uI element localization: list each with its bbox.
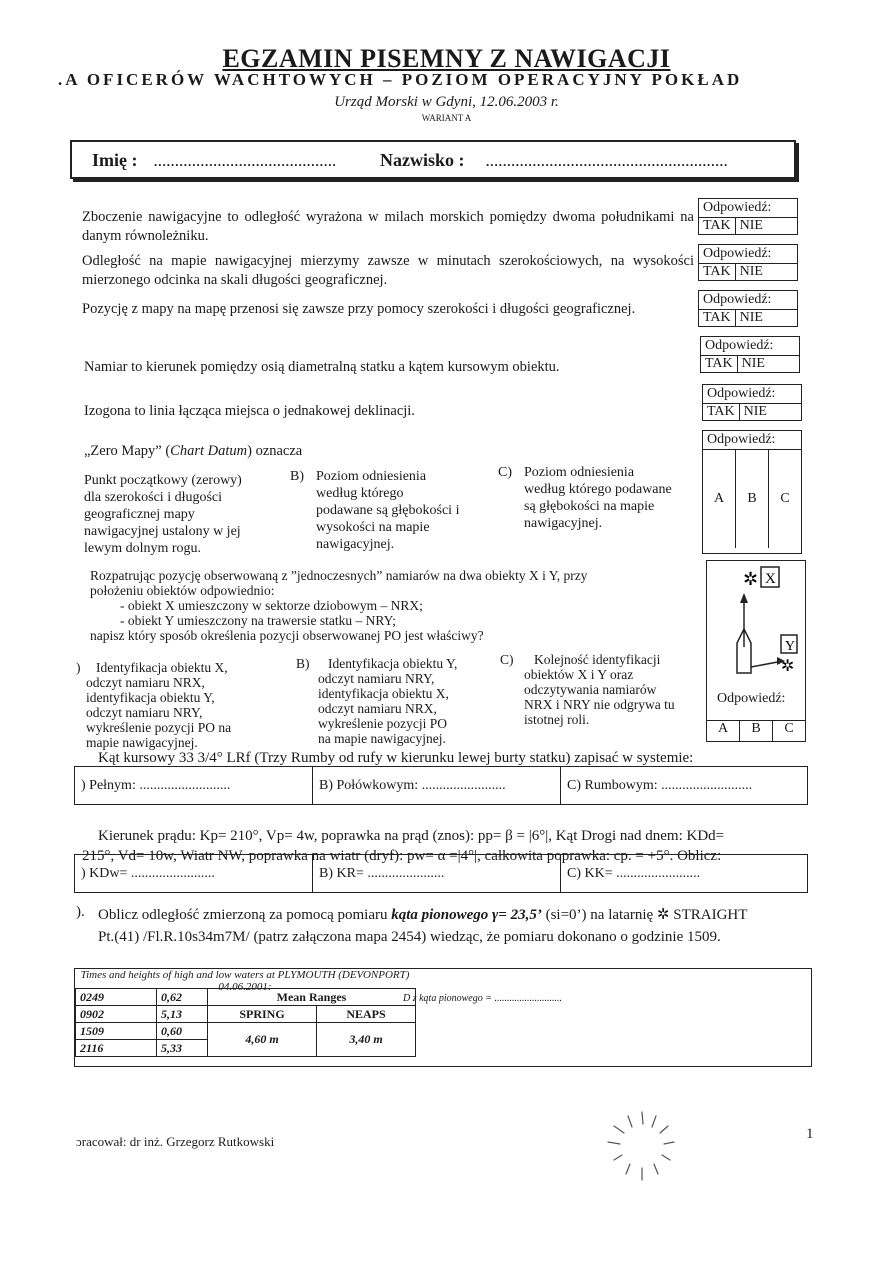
question-2: Odległość na mapie nawigacyjnej mierzymy zawsze w minutach szerokościowych, na wysokości mierzonego odcinka na skali długości geograficznej. xyxy=(82,253,694,288)
exam-variant: WARIANT A xyxy=(421,113,472,123)
question-3: Pozycję z mapy na mapę przenosi się zawsze przy pomocy szerokości i długości geograficznej. xyxy=(82,301,636,317)
answer-a[interactable]: A xyxy=(717,721,729,736)
last-name-label: Nazwisko : xyxy=(380,150,465,170)
exam-title: EGZAMIN PISEMNY Z NAWIGACJI xyxy=(222,44,671,73)
answer-yes[interactable]: TAK xyxy=(703,264,731,279)
question-7-option-a[interactable]: Identyfikacja obiektu X, odczyt namiaru NRX, identyfikacja obiektu Y, odczyt namiaru NRY, wykreślenie pozycji PO na mapie nawigacyjnej. xyxy=(86,660,232,750)
answer-box-2 xyxy=(698,244,798,281)
answer-half[interactable]: B) Połówkowym: ........................ xyxy=(313,767,561,805)
tide-height: 5,13 xyxy=(157,1006,208,1023)
name-box xyxy=(70,140,796,179)
question-7-option-b[interactable]: Identyfikacja obiektu Y, odczyt namiaru NRY, identyfikacja obiektu X, odczyt namiaru NRX, wykreślenie pozycji PO na mapie nawigacyjnej. xyxy=(318,656,458,746)
object-y-label: Y xyxy=(785,639,796,654)
tide-time: 2116 xyxy=(76,1040,157,1057)
tide-height: 5,33 xyxy=(157,1040,208,1057)
answer-no[interactable]: NIE xyxy=(739,404,771,420)
answer-c[interactable]: C xyxy=(768,450,801,548)
neaps-header: NEAPS xyxy=(317,1006,416,1023)
answer-box-3 xyxy=(698,290,798,327)
page-number: 1 xyxy=(806,1126,814,1142)
question-7-figure-box xyxy=(706,560,806,742)
answer-box-1 xyxy=(698,198,798,235)
question-5: Izogona to linia łącząca miejsca o jednakowej deklinacji. xyxy=(84,403,415,419)
answer-b[interactable]: B xyxy=(739,721,772,741)
question-6-stem: „Zero Mapy” (Chart Datum) oznacza xyxy=(84,443,303,459)
answer-no[interactable]: NIE xyxy=(735,218,767,234)
question-6-option-b[interactable]: Poziom odniesienia według którego podawane są głębokości i wysokości na mapie nawigacyjnej. xyxy=(316,469,460,552)
question-7-option-c[interactable]: Kolejność identyfikacji obiektów X i Y oraz odczytywania namiarów NRX i NRY nie odgrywa tu istotnej roli. xyxy=(524,652,675,727)
question-7-option-c-label: C) xyxy=(500,652,514,667)
spring-value: 4,60 m xyxy=(208,1023,317,1057)
answer-rumb[interactable]: C) Rumbowym: .......................... xyxy=(561,767,808,805)
question-7-option-b-label: B) xyxy=(296,656,310,671)
question-8-answers xyxy=(74,766,808,805)
question-6-option-b-label: B) xyxy=(290,469,304,484)
question-6-option-c-label: C) xyxy=(498,465,512,480)
lighthouse-y-icon: ✲ xyxy=(781,656,795,675)
question-9-stem: Kierunek prądu: Kp= 210°, Vp= 4w, poprawka na prąd (znos): pp= β = |6°|, Kąt Drogi nad dnem: KDd= 215°, Vd= 10w, Wiatr NW, poprawka na wiatr (dryf): pw= α =|4°|, całkowita poprawka: cp. = +5°. Oblicz: xyxy=(82,828,725,864)
tide-table-box xyxy=(74,968,812,1067)
tide-height: 0,60 xyxy=(157,1023,208,1040)
answer-no[interactable]: NIE xyxy=(737,356,769,372)
object-x-label: X xyxy=(765,571,776,587)
neaps-value: 3,40 m xyxy=(317,1023,416,1057)
answer-kk[interactable]: C) KK= ........................ xyxy=(561,855,808,893)
question-4: Namiar to kierunek pomiędzy osią diametralną statku a kątem kursowym obiektu. xyxy=(84,359,560,375)
answer-no[interactable]: NIE xyxy=(735,264,767,280)
answer-yes[interactable]: TAK xyxy=(707,404,735,419)
lighthouse-x-icon: ✲ xyxy=(743,569,759,590)
answer-header: Odpowiedź: xyxy=(703,200,772,215)
mean-ranges-header: Mean Ranges xyxy=(208,989,416,1006)
exam-place-date: Urząd Morski w Gdyni, 12.06.2003 r. xyxy=(334,94,559,110)
question-7-option-a-label: ) xyxy=(76,660,81,675)
tide-time: 0249 xyxy=(76,989,157,1006)
question-1: Zboczenie nawigacyjne to odległość wyrażona w milach morskich pomiędzy dwoma południkami na danym równoleżniku. xyxy=(82,209,694,244)
first-name-field[interactable]: ........................................... xyxy=(154,154,337,169)
official-stamp-mark xyxy=(596,1102,688,1194)
tide-time: 0902 xyxy=(76,1006,157,1023)
answer-header: Odpowiedź: xyxy=(703,246,772,261)
question-10-stem: Oblicz odległość zmierzoną za pomocą pomiaru kąta pionowego γ= 23,5’ (si=0’) na latarnię ✲ STRAIGHT Pt.(41) /Fl.R.10s34m7M/ (patrz załączona mapa 2454) wiedząc, że pomiaru dokonano o godzinie 1509. xyxy=(98,907,748,945)
question-6-option-c[interactable]: Poziom odniesienia według którego podawane są głębokości na mapie nawigacyjnej. xyxy=(524,465,672,531)
answer-header: Odpowiedź: xyxy=(707,432,776,447)
question-8-stem: Kąt kursowy 33 3/4° LRf (Trzy Rumby od rufy w kierunku lewej burty statku) zapisać w systemie: xyxy=(98,750,694,766)
answer-box-4 xyxy=(700,336,800,373)
answer-a[interactable]: A xyxy=(713,491,725,506)
author-credit: ɔracował: dr inż. Grzegorz Rutkowski xyxy=(76,1134,275,1149)
answer-header: Odpowiedź: xyxy=(707,386,776,401)
exam-subtitle: .A OFICERÓW WACHTOWYCH – POZIOM OPERACYJNY POKŁAD xyxy=(58,70,743,89)
tide-caption: Times and heights of high and low waters at PLYMOUTH (DEVONPORT) 04.06.2001: xyxy=(80,969,410,993)
answer-header: Odpowiedź: xyxy=(703,292,772,307)
answer-kdw[interactable]: ) KDw= ........................ xyxy=(75,855,313,893)
answer-full[interactable]: ) Pełnym: .......................... xyxy=(75,767,313,805)
spring-header: SPRING xyxy=(208,1006,317,1023)
answer-box-5 xyxy=(702,384,802,421)
question-7-stem: Rozpatrując pozycję obserwowaną z ”jednoczesnych” namiarów na dwa obiekty X i Y, przy położeniu obiektów odpowiednio: - obiekt X umieszczony w sektorze dziobowym – NRX; - obiekt Y umieszczony na trawersie statku – NRY; napisz który sposób określenia pozycji obserwowanej PO jest właściwy? xyxy=(90,568,588,643)
tide-time: 1509 xyxy=(76,1023,157,1040)
answer-yes[interactable]: TAK xyxy=(703,310,731,325)
answer-c[interactable]: C xyxy=(772,721,805,741)
question-6-option-a[interactable]: Punkt początkowy (zerowy) dla szerokości i długości geograficznej mapy nawigacyjnej ustalony w jej lewym dolnym rogu. xyxy=(84,473,242,556)
answer-yes[interactable]: TAK xyxy=(703,218,731,233)
bearing-diagram xyxy=(707,561,805,681)
tide-height: 0,62 xyxy=(157,989,208,1006)
distance-answer-field[interactable]: D z kąta pionowego = ........................... xyxy=(403,993,562,1004)
last-name-field[interactable]: ......................................................... xyxy=(486,154,729,169)
answer-kr[interactable]: B) KR= ...................... xyxy=(313,855,561,893)
answer-yes[interactable]: TAK xyxy=(705,356,733,371)
question-9-answers xyxy=(74,854,808,893)
tide-table xyxy=(75,988,416,1057)
question-10-num: ). xyxy=(76,904,85,920)
answer-b[interactable]: B xyxy=(735,450,768,548)
answer-header: Odpowiedź: xyxy=(705,338,774,353)
answer-no[interactable]: NIE xyxy=(735,310,767,326)
first-name-label: Imię : xyxy=(92,150,138,170)
answer-box-6 xyxy=(702,430,802,554)
answer-header: Odpowiedź: xyxy=(717,691,786,706)
